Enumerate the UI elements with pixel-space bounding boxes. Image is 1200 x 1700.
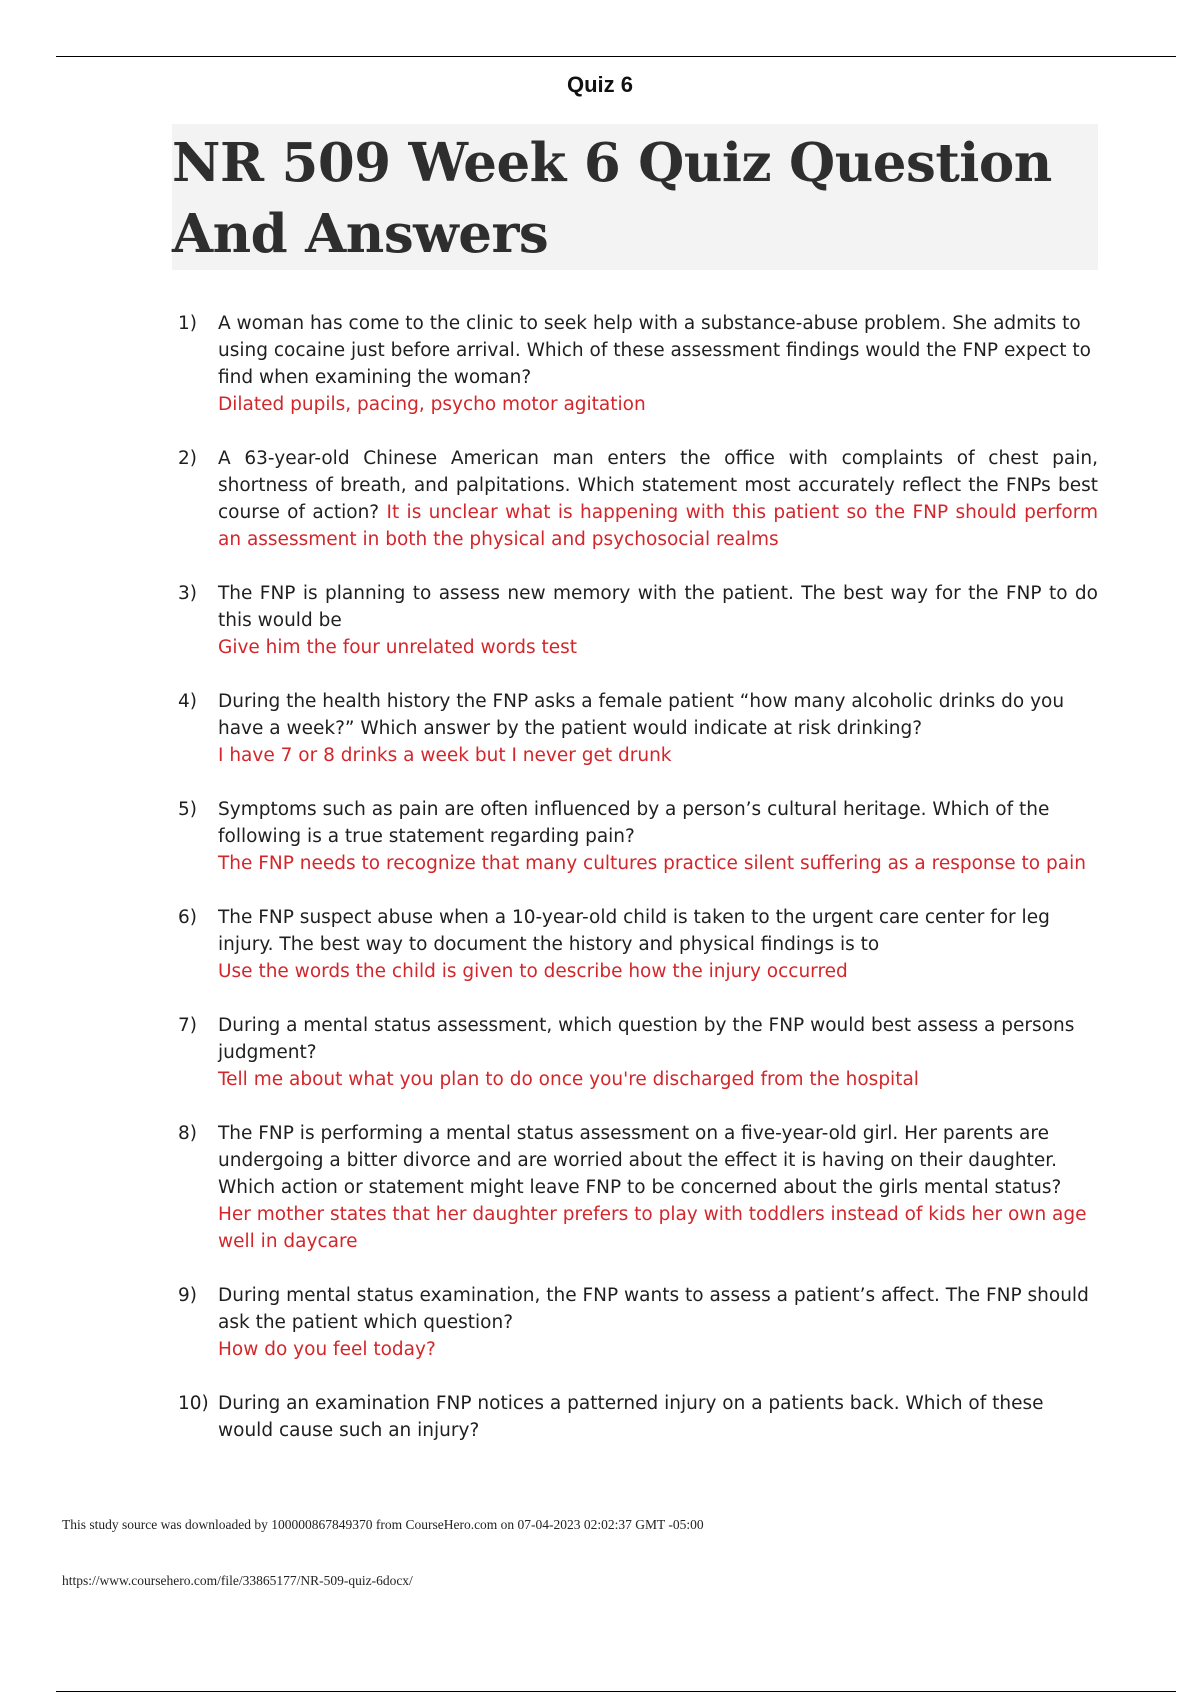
top-rule: [56, 56, 1176, 57]
source-url: https://www.coursehero.com/file/33865177/NR-509-quiz-6docx/: [62, 1573, 413, 1588]
answer-text: How do you feel today?: [218, 1339, 436, 1360]
answer-text: Her mother states that her daughter prefers to play with toddlers instead of kids her own age well in daycare: [218, 1204, 1087, 1252]
download-source-note: This study source was downloaded by 100000867849370 from CourseHero.com on 07-04-2023 02:02:37 GMT -05:00: [62, 1517, 704, 1532]
document-title: NR 509 Week 6 Quiz Question And Answers: [172, 132, 1052, 265]
answer-text: Tell me about what you plan to do once you're discharged from the hospital: [218, 1069, 919, 1090]
question-number: 4): [178, 691, 197, 712]
question-list: [178, 310, 1098, 1471]
answer-text: Dilated pupils, pacing, psycho motor agitation: [218, 394, 646, 415]
question-text: The FNP is performing a mental status assessment on a five-year-old girl. Her parents are undergoing a bitter divorce and are worried about the effect it is having on their daughter. Which action or statement might leave FNP to be concerned about the girls mental status?: [218, 1123, 1062, 1198]
question-text: A woman has come to the clinic to seek help with a substance-abuse problem. She admits to using cocaine just before arrival. Which of these assessment findings would the FNP expect to find when examining the woman?: [218, 313, 1091, 388]
question-item-4: [178, 688, 1098, 769]
answer-text: It is unclear what is happening with this patient so the FNP should perform an assessment in both the physical and psychosocial realms: [218, 502, 1099, 550]
answer-text: Give him the four unrelated words test: [218, 637, 578, 658]
question-number: 10): [178, 1393, 209, 1414]
answer-text: The FNP needs to recognize that many cultures practice silent suffering as a response to pain: [218, 853, 1086, 874]
answer-text: I have 7 or 8 drinks a week but I never get drunk: [218, 745, 672, 766]
question-number: 1): [178, 313, 197, 334]
question-item-5: [178, 796, 1098, 877]
answer-text: Use the words the child is given to describe how the injury occurred: [218, 961, 848, 982]
page-header: Quiz 6: [566, 72, 633, 97]
question-number: 5): [178, 799, 197, 820]
question-text: Symptoms such as pain are often influenced by a person’s cultural heritage. Which of the following is a true statement regarding pain?: [218, 799, 1050, 847]
question-text: During the health history the FNP asks a female patient “how many alcoholic drinks do you have a week?” Which answer by the patient would indicate at risk drinking?: [218, 691, 1065, 739]
question-item-7: [178, 1012, 1098, 1093]
bottom-rule: [56, 1691, 1176, 1692]
question-number: 2): [178, 448, 197, 469]
question-item-8: [178, 1120, 1098, 1255]
question-text: During mental status examination, the FNP wants to assess a patient’s affect. The FNP should ask the patient which question?: [218, 1285, 1089, 1333]
question-number: 3): [178, 583, 197, 604]
question-item-3: [178, 580, 1098, 661]
question-text: During a mental status assessment, which question by the FNP would best assess a persons judgment?: [218, 1015, 1075, 1063]
question-text: The FNP is planning to assess new memory with the patient. The best way for the FNP to do this would be: [218, 583, 1098, 631]
question-number: 8): [178, 1123, 197, 1144]
question-item-9: [178, 1282, 1098, 1363]
question-text: During an examination FNP notices a patterned injury on a patients back. Which of these would cause such an injury?: [218, 1393, 1044, 1441]
question-item-10: [178, 1390, 1098, 1444]
question-item-2: [178, 445, 1098, 553]
question-number: 6): [178, 907, 197, 928]
question-item-1: [178, 310, 1098, 418]
question-number: 9): [178, 1285, 197, 1306]
title-box: [172, 124, 1098, 270]
question-text: A 63-year-old Chinese American man enters the office with complaints of chest pain, shortness of breath, and palpitations. Which statement most accurately reflect the FNPs best course of action?: [218, 448, 1098, 523]
question-number: 7): [178, 1015, 197, 1036]
question-text: The FNP suspect abuse when a 10-year-old child is taken to the urgent care center for leg injury. The best way to document the history and physical findings is to: [218, 907, 1050, 955]
question-item-6: [178, 904, 1098, 985]
